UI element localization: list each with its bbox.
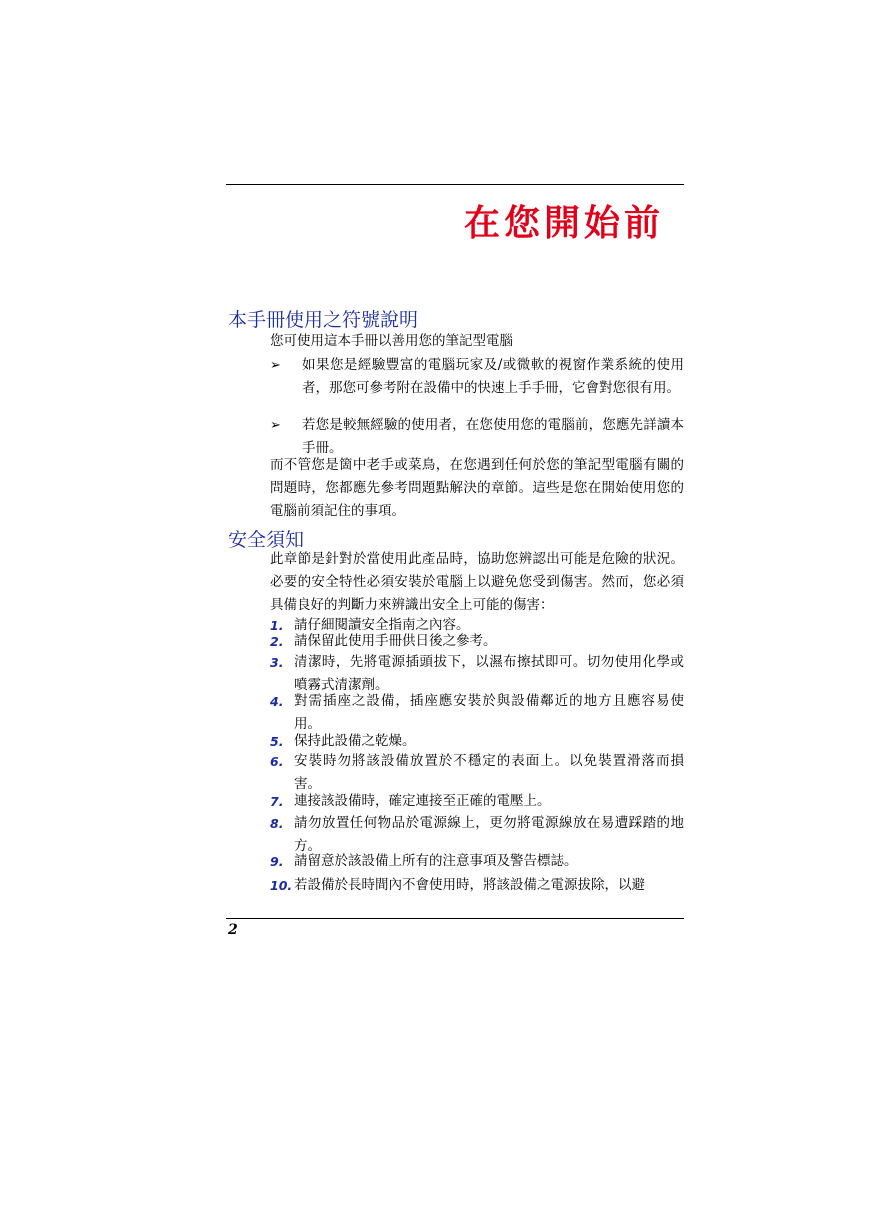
item-text: 對需插座之設備，插座應安裝於與設備鄰近的地方且應容易使用。 xyxy=(294,693,684,732)
item-number: 7. xyxy=(270,794,284,809)
section-heading-safety: 安全須知 xyxy=(228,529,305,551)
bullet-item xyxy=(270,354,684,400)
item-text: 安裝時勿將該設備放置於不穩定的表面上。以免裝置滑落而損害。 xyxy=(294,753,684,792)
bullet-text: 若您是較無經驗的使用者，在您使用您的電腦前，您應先詳讀本手冊。 xyxy=(302,417,684,456)
page-number: 2 xyxy=(228,922,238,938)
item-text: 若設備於長時間內不會使用時，將該設備之電源拔除，以避 xyxy=(294,877,645,893)
bullet-text: 如果您是經驗豐富的電腦玩家及/或微軟的視窗作業系統的使用者，那您可參考附在設備中的快速上手手冊，它會對您很有用。 xyxy=(302,357,684,396)
item-text: 請留意於該設備上所有的注意事項及警告標誌。 xyxy=(294,853,578,869)
item-text: 請保留此使用手冊供日後之參考。 xyxy=(294,633,497,649)
safety-item xyxy=(270,850,684,873)
safety-item xyxy=(270,630,684,653)
safety-paragraph: 此章節是針對於當使用此產品時，協助您辨認出可能是危險的狀況。必要的安全特性必須安裝於電腦上以避免您受到傷害。然而，您必須具備良好的判斷力來辨識出安全上可能的傷害： xyxy=(270,551,684,613)
item-number: 3. xyxy=(270,655,284,670)
item-number: 9. xyxy=(270,854,284,869)
item-number: 5. xyxy=(270,734,284,749)
section-paragraph: 而不管您是箇中老手或菜鳥，在您遇到任何於您的筆記型電腦有關的問題時，您都應先參考問題點解決的章節。這些是您在開始使用您的電腦前須記住的事項。 xyxy=(270,457,684,519)
item-number: 6. xyxy=(270,754,284,769)
arrow-bullet-icon: ➢ xyxy=(270,418,281,433)
item-number: 8. xyxy=(270,816,284,831)
item-number: 1. xyxy=(270,618,284,633)
arrow-bullet-icon: ➢ xyxy=(270,358,281,373)
item-text: 請勿放置任何物品於電源線上，更勿將電源線放在易遭踩踏的地方。 xyxy=(294,815,684,854)
item-text: 連接該設備時，確定連接至正確的電壓上。 xyxy=(294,793,551,809)
bottom-rule xyxy=(226,918,684,919)
item-number: 2. xyxy=(270,634,284,649)
chapter-title: 在您開始前 xyxy=(463,202,664,244)
top-rule xyxy=(226,184,684,185)
section-intro: 您可使用這本手冊以善用您的筆記型電腦 xyxy=(270,333,513,349)
safety-item xyxy=(270,790,684,813)
item-text: 保持此設備之乾燥。 xyxy=(294,733,416,749)
item-text: 清潔時，先將電源插頭拔下，以濕布擦拭即可。切勿使用化學或噴霧式清潔劑。 xyxy=(294,654,684,693)
safety-item xyxy=(270,874,684,897)
section-heading-symbols: 本手冊使用之符號說明 xyxy=(228,309,419,331)
item-number: 4. xyxy=(270,694,284,709)
item-text: 請仔細閱讀安全指南之內容。 xyxy=(294,617,470,633)
item-number: 10. xyxy=(270,878,293,893)
